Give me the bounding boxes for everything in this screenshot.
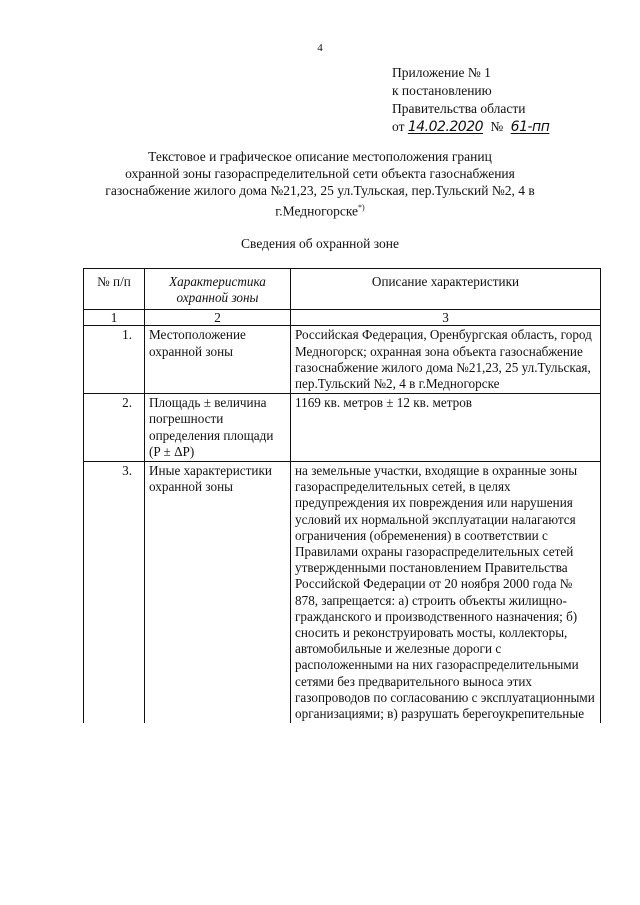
table-row — [84, 394, 601, 462]
header-number-text: № п/п — [97, 274, 131, 289]
appendix-date: 14.02.2020 — [407, 119, 484, 135]
index-2: 2 — [145, 310, 291, 326]
row-1-number: 1. — [84, 326, 145, 394]
appendix-line-1: Приложение № 1 — [392, 65, 491, 80]
appendix-line-3: Правительства области — [392, 101, 526, 116]
appendix-number-sign: № — [490, 119, 504, 134]
row-3-number: 3. — [84, 462, 145, 724]
title-line-1: Текстовое и графическое описание местоположения границ — [148, 149, 492, 164]
row-2-number: 2. — [84, 394, 145, 462]
row-3-description: на земельные участки, входящие в охранные зоны газораспределительных сетей, в целях предупреждения их повреждения или нарушения условий их нормальной эксплуатации налагаются ограничения (обременения) в соответствии с Правилами охраны газораспределительных сетей утвержденными постановлением Правительства Российской Федерации от 20 ноября 2000 года № 878, запрещается: а) строить объекты жилищно-гражданского и производственного назначения; б) сносить и реконструировать мосты, коллекторы, автомобильные и железные дороги с расположенными на них газораспределительными сетями без предварительного выноса этих газопроводов по согласованию с эксплуатационными организациями; в) разрушать берегоукрепительные — [291, 462, 601, 724]
header-characteristic — [145, 269, 291, 310]
table-row — [84, 326, 601, 394]
section-subtitle: Сведения об охранной зоне — [241, 236, 399, 251]
header-description-text: Описание характеристики — [371, 274, 520, 289]
table-row — [84, 462, 601, 724]
appendix-line-2: к постановлению — [392, 83, 492, 98]
title-footnote-mark: *) — [358, 203, 365, 212]
appendix-block — [392, 64, 549, 136]
title-line-2: охранной зоны газораспределительной сети объекта газоснабжения — [125, 166, 515, 181]
page-bottom-margin — [0, 830, 640, 905]
title-line-4-text: г.Медногорске — [275, 203, 359, 219]
header-description — [291, 269, 601, 310]
row-2-characteristic: Площадь ± величина погрешности определения площади (P ± ΔP) — [145, 394, 291, 462]
appendix-from-label: от — [392, 119, 405, 134]
row-1-characteristic: Местоположение охранной зоны — [145, 326, 291, 394]
index-1: 1 — [84, 310, 145, 326]
appendix-number: 61-пп — [510, 119, 550, 135]
table-header-row — [84, 269, 601, 310]
header-characteristic-text: Характеристика охранной зоны — [169, 274, 266, 306]
row-2-description: 1169 кв. метров ± 12 кв. метров — [291, 394, 601, 462]
page-number: 4 — [317, 42, 323, 54]
title-line-3: газоснабжение жилого дома №21,23, 25 ул.Тульская, пер.Тульский №2, 4 в — [105, 183, 535, 198]
title-line-4 — [70, 199, 570, 220]
appendix-date-line — [392, 118, 549, 136]
row-1-description: Российская Федерация, Оренбургская область, город Медногорск; охранная зона объекта газоснабжение газоснабжение жилого дома №21,23, 25 ул.Тульская, пер.Тульский №2, 4 в г.Медногорске — [291, 326, 601, 394]
table-index-row — [84, 310, 601, 326]
row-3-characteristic: Иные характеристики охранной зоны — [145, 462, 291, 724]
header-number — [84, 269, 145, 310]
document-title — [70, 148, 570, 220]
protection-zone-table — [83, 268, 601, 723]
index-3: 3 — [291, 310, 601, 326]
